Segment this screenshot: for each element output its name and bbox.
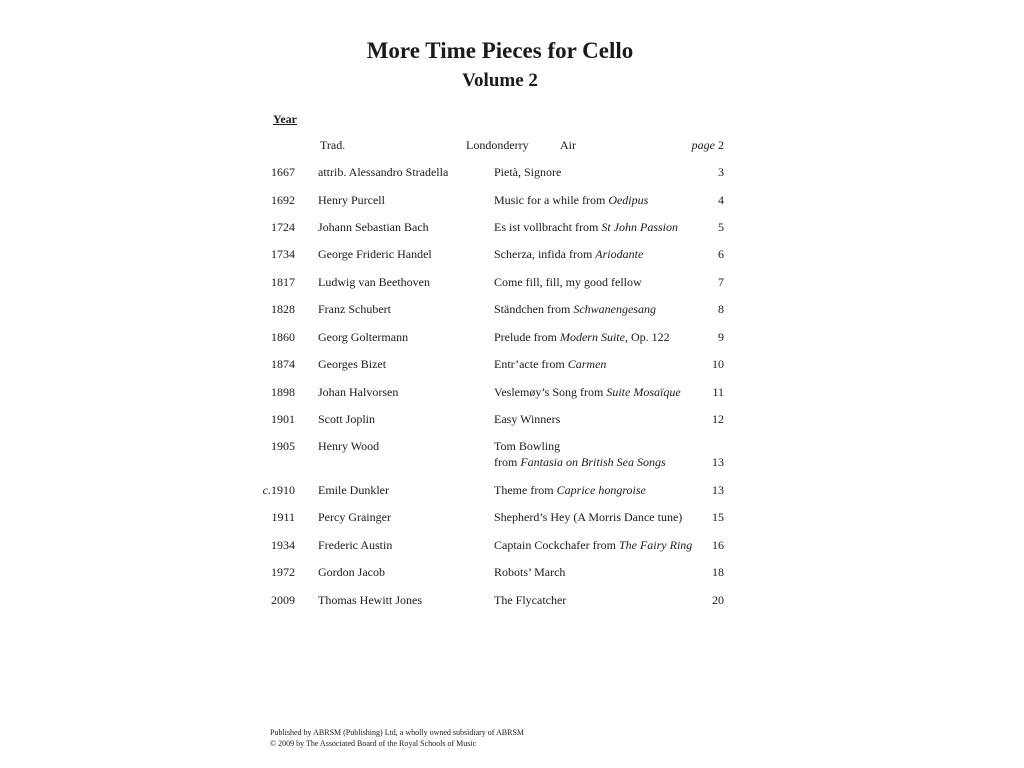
piece-title-text: Pietà, Signore: [494, 165, 562, 179]
page-number: 9: [718, 330, 724, 344]
composer-name: George Frideric Handel: [318, 247, 432, 261]
contents-row: [0, 537, 1024, 557]
piece-title-part1: Londonderry: [466, 138, 529, 152]
year-cell: [258, 438, 295, 454]
piece-title-part2: Air: [560, 138, 576, 152]
contents-row: [0, 246, 1024, 266]
year-value: 1911: [271, 510, 295, 524]
contents-row: [0, 329, 1024, 349]
composer-name: Trad.: [320, 138, 346, 152]
composer-name: Frederic Austin: [318, 538, 393, 552]
year-value: 1860: [271, 330, 295, 344]
piece-title: [494, 384, 681, 400]
year-cell: [258, 329, 295, 345]
piece-title: [494, 592, 566, 608]
page-number: 13: [712, 455, 724, 469]
year-cell: [258, 384, 295, 400]
contents-row: [0, 301, 1024, 321]
piece-line2-source-work: Fantasia on British Sea Songs: [520, 455, 666, 469]
page-number: 6: [718, 247, 724, 261]
year-cell: [258, 274, 295, 290]
page-number: 8: [718, 302, 724, 316]
piece-title-text: Robots’ March: [494, 565, 566, 579]
composer-name: Thomas Hewitt Jones: [318, 593, 422, 607]
piece-title: [494, 329, 670, 345]
year-value: 1898: [271, 385, 295, 399]
piece-title-text: Music for a while from: [494, 193, 609, 207]
contents-row: [0, 564, 1024, 584]
piece-title-text: Shepherd’s Hey (A Morris Dance tune): [494, 510, 683, 524]
composer-name: Georg Goltermann: [318, 330, 409, 344]
document-title: More Time Pieces for Cello: [366, 38, 634, 63]
year-value: 1817: [271, 275, 295, 289]
piece-title: [494, 192, 648, 208]
piece-title: [494, 482, 646, 498]
year-cell: [258, 192, 295, 208]
year-cell: [258, 592, 295, 608]
composer-name: Scott Joplin: [318, 412, 376, 426]
piece-line2-text: from: [494, 455, 521, 469]
piece-title: [494, 356, 606, 372]
piece-source-work: The Fairy Ring: [618, 538, 693, 552]
page-number: 10: [712, 357, 724, 371]
piece-title-text: Tom Bowling: [494, 439, 561, 453]
piece-title-text: Es ist vollbracht from: [494, 220, 602, 234]
piece-title-text: Veslemøy’s Song from: [494, 385, 607, 399]
page-number: 7: [718, 275, 724, 289]
year-cell: [258, 356, 295, 372]
piece-title: [494, 564, 565, 580]
piece-title-line2: [494, 454, 666, 470]
page-number: 15: [712, 510, 724, 524]
piece-source-work: St John Passion: [601, 220, 678, 234]
document-subtitle: Volume 2: [462, 70, 538, 91]
year-circa-prefix: c.: [262, 483, 271, 497]
contents-row: [0, 482, 1024, 502]
piece-source-work: Modern Suite: [559, 330, 625, 344]
year-cell: [258, 509, 295, 525]
page-number: 12: [712, 412, 724, 426]
year-cell: [258, 411, 295, 427]
piece-source-work: Suite Mosaïque: [606, 385, 681, 399]
composer-name: Gordon Jacob: [318, 565, 385, 579]
piece-title-text: The Flycatcher: [494, 593, 567, 607]
year-cell: [258, 164, 295, 180]
contents-row: [0, 592, 1024, 612]
publisher-line: Published by ABRSM (Publishing) Ltd, a wholly owned subsidiary of ABRSM: [270, 728, 525, 737]
piece-title-text: Theme from: [494, 483, 557, 497]
year-cell: [258, 564, 295, 580]
contents-row: [0, 411, 1024, 431]
composer-name: Henry Purcell: [318, 193, 385, 207]
year-value: 1901: [271, 412, 295, 426]
piece-source-work: Caprice hongroise: [556, 483, 646, 497]
year-value: 1667: [271, 165, 295, 179]
year-value: 2009: [271, 593, 295, 607]
piece-title-suffix: , Op. 122: [624, 330, 670, 344]
piece-title: [494, 246, 643, 262]
page-number: 5: [718, 220, 724, 234]
composer-name: Henry Wood: [318, 439, 380, 453]
piece-title-text: Come fill, fill, my good fellow: [494, 275, 642, 289]
year-value: 1724: [271, 220, 295, 234]
composer-name: Franz Schubert: [318, 302, 391, 316]
year-cell: [258, 301, 295, 317]
composer-name: Emile Dunkler: [318, 483, 389, 497]
piece-title-text: Scherza, infida from: [494, 247, 596, 261]
year-value: 1972: [271, 565, 295, 579]
piece-source-work: Schwanengesang: [573, 302, 656, 316]
page-number: 20: [712, 593, 724, 607]
page-number: 16: [712, 538, 724, 552]
contents-row: [0, 384, 1024, 404]
composer-name: Georges Bizet: [318, 357, 387, 371]
contents-row-first: [0, 137, 1024, 157]
copyright-line: © 2009 by The Associated Board of the Royal Schools of Music: [270, 739, 477, 748]
contents-row: [0, 219, 1024, 239]
composer-name: Ludwig van Beethoven: [318, 275, 430, 289]
year-cell: [258, 537, 295, 553]
year-value: 1934: [271, 538, 295, 552]
piece-title: [494, 438, 560, 454]
year-value: 1910: [271, 483, 295, 497]
page-number: 18: [712, 565, 724, 579]
piece-title: [494, 411, 560, 427]
year-value: 1905: [271, 439, 295, 453]
page-number: 4: [718, 193, 724, 207]
page-number: 11: [712, 385, 724, 399]
composer-name: Percy Grainger: [318, 510, 391, 524]
year-value: 1692: [271, 193, 295, 207]
publisher-footer: [270, 727, 524, 749]
page-number: [680, 137, 724, 153]
composer-name: Johann Sebastian Bach: [318, 220, 429, 234]
contents-row: [0, 438, 1024, 469]
year-value: 1874: [271, 357, 295, 371]
page-value: 2: [718, 138, 724, 152]
contents-row: [0, 274, 1024, 294]
piece-title-text: Prelude from: [494, 330, 560, 344]
year-column-header: Year: [273, 112, 297, 126]
piece-title: [494, 164, 561, 180]
piece-title: [494, 301, 656, 317]
piece-title: [494, 274, 642, 290]
piece-title-text: Captain Cockchafer from: [494, 538, 619, 552]
year-cell: [258, 246, 295, 262]
piece-source-work: Ariodante: [595, 247, 644, 261]
piece-title-text: Entr’acte from: [494, 357, 568, 371]
page-label: page: [691, 138, 715, 152]
piece-title-text: Easy Winners: [494, 412, 561, 426]
piece-title: [494, 219, 678, 235]
contents-row: [0, 509, 1024, 529]
page-number: 3: [718, 165, 724, 179]
piece-title: [494, 509, 682, 525]
contents-row: [0, 356, 1024, 376]
composer-name: Johan Halvorsen: [318, 385, 399, 399]
page-number: 13: [712, 483, 724, 497]
composer-name: attrib. Alessandro Stradella: [318, 165, 449, 179]
year-value: 1734: [271, 247, 295, 261]
piece-source-work: Oedipus: [608, 193, 649, 207]
piece-source-work: Carmen: [567, 357, 607, 371]
year-cell: [258, 482, 295, 498]
piece-title: [494, 537, 692, 553]
contents-row: [0, 164, 1024, 184]
year-cell: [258, 219, 295, 235]
piece-title-text: Ständchen from: [494, 302, 574, 316]
contents-row: [0, 192, 1024, 212]
year-value: 1828: [271, 302, 295, 316]
